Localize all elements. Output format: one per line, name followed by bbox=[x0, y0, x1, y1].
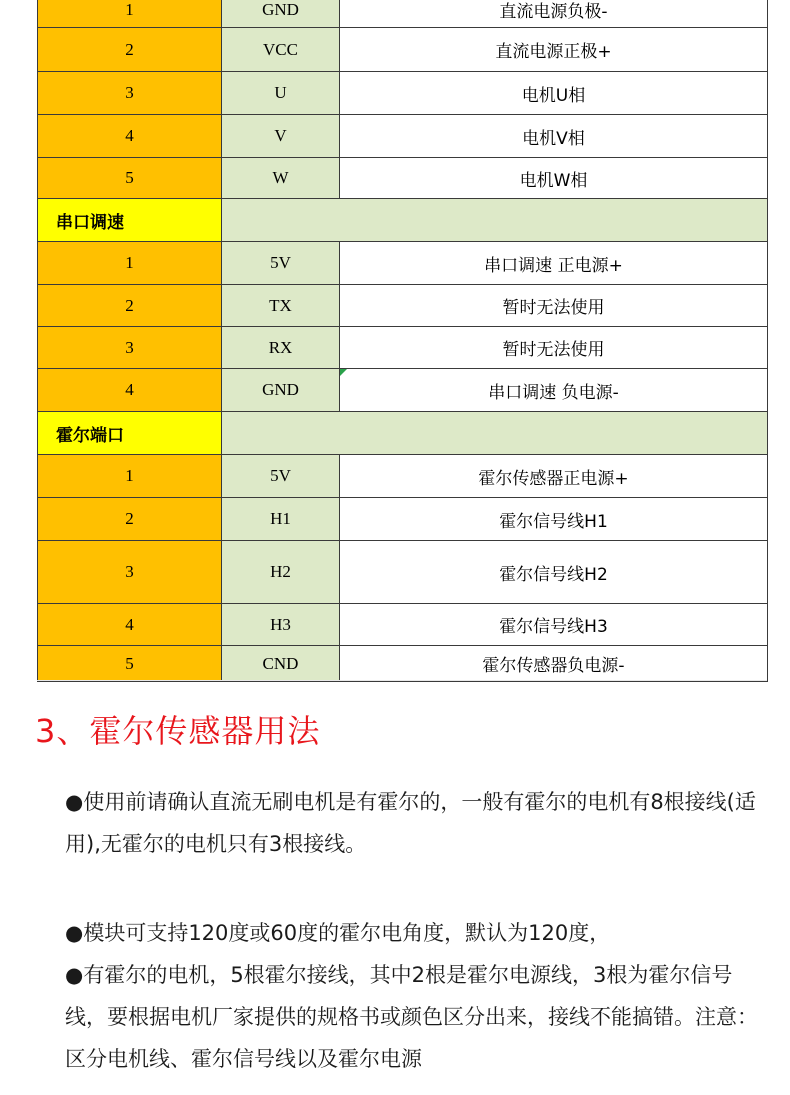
pin-name: 5V bbox=[222, 455, 340, 498]
row-number: 1 bbox=[38, 242, 222, 285]
row-number: 3 bbox=[38, 541, 222, 604]
row-number: 5 bbox=[38, 158, 222, 199]
pin-name: VCC bbox=[222, 28, 340, 72]
row-number: 4 bbox=[38, 115, 222, 158]
pin-description: 直流电源负极- bbox=[340, 0, 768, 28]
table-row bbox=[38, 541, 768, 604]
table-bottom-line bbox=[37, 680, 767, 681]
pin-name: W bbox=[222, 158, 340, 199]
pin-name: GND bbox=[222, 369, 340, 412]
row-number: 3 bbox=[38, 327, 222, 369]
section-header-row bbox=[38, 412, 768, 455]
row-number: 5 bbox=[38, 646, 222, 682]
hall-section-header: 霍尔端口 bbox=[38, 412, 222, 455]
pin-description-text: 串口调速 负电源- bbox=[488, 382, 619, 403]
table-row bbox=[38, 72, 768, 115]
pin-description: 电机W相 bbox=[340, 158, 768, 199]
pin-description: 霍尔信号线H2 bbox=[340, 541, 768, 604]
pin-description: 霍尔传感器负电源- bbox=[340, 646, 768, 682]
pin-name: U bbox=[222, 72, 340, 115]
pin-name: 5V bbox=[222, 242, 340, 285]
pin-description: 直流电源正极+ bbox=[340, 28, 768, 72]
row-number: 1 bbox=[38, 455, 222, 498]
cell-comment-marker bbox=[340, 369, 347, 376]
table-row bbox=[38, 0, 768, 28]
row-number: 1 bbox=[38, 0, 222, 28]
table-row bbox=[38, 158, 768, 199]
pin-description bbox=[340, 369, 768, 412]
paragraph-hall-wiring: ●有霍尔的电机，5根霍尔接线，其中2根是霍尔电源线，3根为霍尔信号线，要根据电机厂家提供的规格书或颜色区分出来，接线不能搞错。注意：区分电机线、霍尔信号线以及霍尔电源 bbox=[65, 963, 758, 1071]
row-number: 4 bbox=[38, 604, 222, 646]
table-row bbox=[38, 646, 768, 682]
table-row bbox=[38, 455, 768, 498]
pin-name: CND bbox=[222, 646, 340, 682]
pin-description: 串口调速 正电源+ bbox=[340, 242, 768, 285]
section-header-row bbox=[38, 199, 768, 242]
table-row bbox=[38, 327, 768, 369]
table-row bbox=[38, 242, 768, 285]
section-title: 3、霍尔传感器用法 bbox=[35, 712, 321, 750]
pin-name: TX bbox=[222, 285, 340, 327]
table-row bbox=[38, 285, 768, 327]
pin-description: 电机U相 bbox=[340, 72, 768, 115]
table-row bbox=[38, 115, 768, 158]
table-row bbox=[38, 28, 768, 72]
paragraph-hall-angle: ●模块可支持120度或60度的霍尔电角度，默认为120度， bbox=[65, 921, 611, 945]
pin-description: 霍尔信号线H3 bbox=[340, 604, 768, 646]
pin-name: V bbox=[222, 115, 340, 158]
paragraph-hall-check: ●使用前请确认直流无刷电机是有霍尔的，一般有霍尔的电机有8根接线(适用),无霍尔的电机只有3根接线。 bbox=[65, 790, 756, 856]
pin-name: H1 bbox=[222, 498, 340, 541]
serial-section-header: 串口调速 bbox=[38, 199, 222, 242]
row-number: 2 bbox=[38, 285, 222, 327]
row-number: 2 bbox=[38, 28, 222, 72]
section-header-fill bbox=[222, 199, 768, 242]
row-number: 4 bbox=[38, 369, 222, 412]
pin-description: 暂时无法使用 bbox=[340, 285, 768, 327]
table-row bbox=[38, 604, 768, 646]
pin-name: H2 bbox=[222, 541, 340, 604]
row-number: 2 bbox=[38, 498, 222, 541]
pin-name: H3 bbox=[222, 604, 340, 646]
row-number: 3 bbox=[38, 72, 222, 115]
section-header-fill bbox=[222, 412, 768, 455]
pin-description: 霍尔传感器正电源+ bbox=[340, 455, 768, 498]
pin-name: GND bbox=[222, 0, 340, 28]
pin-description: 暂时无法使用 bbox=[340, 327, 768, 369]
pin-description: 霍尔信号线H1 bbox=[340, 498, 768, 541]
pin-description: 电机V相 bbox=[340, 115, 768, 158]
table-row bbox=[38, 369, 768, 412]
pin-table bbox=[37, 0, 768, 682]
table-row bbox=[38, 498, 768, 541]
pin-name: RX bbox=[222, 327, 340, 369]
